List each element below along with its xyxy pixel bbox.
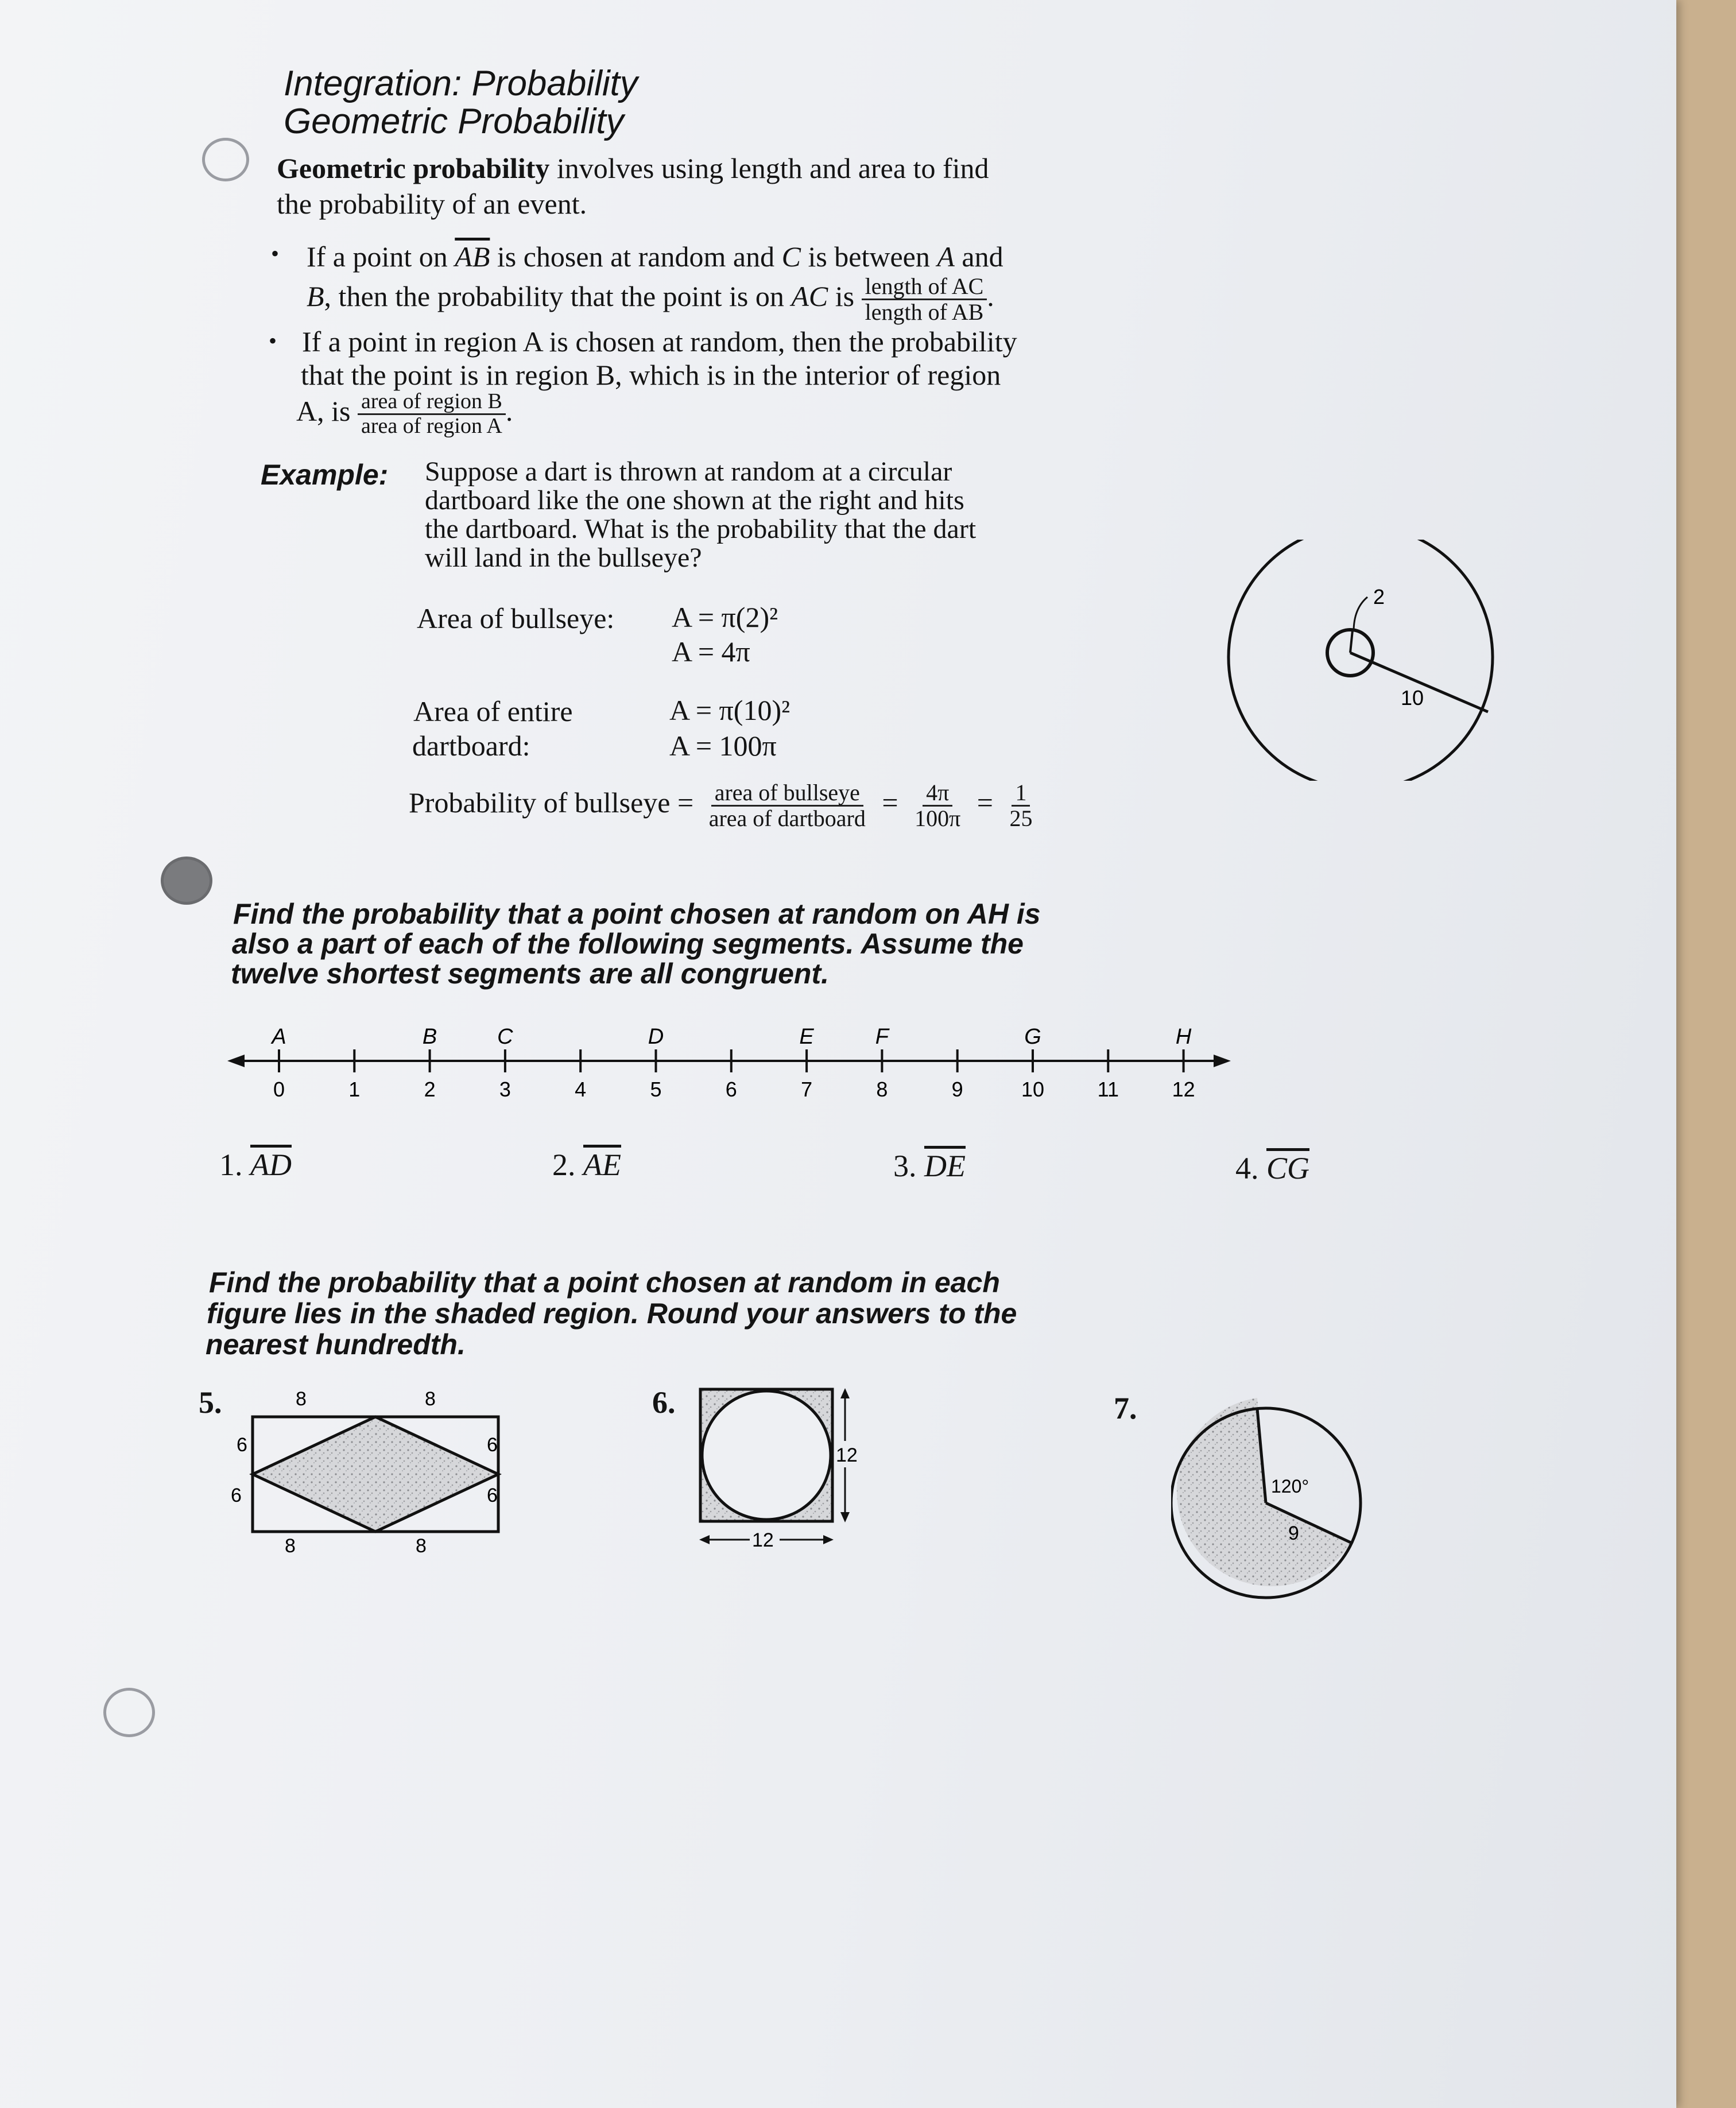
intro-term: Geometric probability — [277, 152, 550, 184]
bullet-2-line-1: If a point in region A is chosen at random, then the probability — [302, 326, 1017, 358]
bullseye-label: Area of bullseye: — [417, 602, 615, 634]
bullet-dot-1: • — [271, 241, 280, 266]
prob-frac-1-den: area of dartboard — [708, 805, 866, 831]
question-2 — [552, 1147, 621, 1183]
intro-line-2: the probability of an event. — [277, 188, 587, 220]
inner-radius-arrow — [1354, 597, 1367, 631]
b1-text-c: is between — [800, 241, 937, 273]
question-5-number: 5. — [199, 1385, 222, 1420]
bullet-2-line-3: A, is $\frac{\text{area of region B}}{\text{area of region A}}$ . — [296, 389, 513, 438]
number-line-tick-label: 12 — [1172, 1078, 1195, 1101]
number-line-point-label: B — [422, 1025, 437, 1049]
fig6-side-arrow-up — [840, 1388, 850, 1398]
section1-instruction-1: Find the probability that a point chosen at random on AH is — [233, 898, 1041, 930]
board-eq-2: A = 100π — [669, 730, 777, 762]
figure-5-rhombus-in-rectangle — [230, 1384, 528, 1556]
b2-fraction — [358, 390, 506, 438]
b1-b: B — [307, 280, 324, 312]
number-line-tick-label: 1 — [348, 1078, 361, 1101]
question-6-number: 6. — [652, 1385, 676, 1420]
fig5-bottom-left-label: 8 — [285, 1535, 296, 1556]
b1-frac-num: length of AC — [862, 274, 987, 300]
fig5-top-left-label: 8 — [296, 1388, 307, 1410]
fig5-top-right-label: 8 — [425, 1388, 436, 1410]
question-4 — [1235, 1150, 1309, 1186]
example-line-4: will land in the bullseye? — [425, 542, 702, 573]
prob-eq-1: = — [882, 786, 898, 819]
example-label: Example: — [261, 459, 389, 491]
fig5-bottom-right-label: 8 — [416, 1535, 427, 1556]
number-line-arrow-right — [1214, 1055, 1231, 1067]
punch-hole-top — [202, 138, 249, 181]
q1-num: 1. — [219, 1148, 243, 1182]
b2-a-is: A, is — [296, 394, 358, 427]
number-line-point-label: H — [1175, 1025, 1192, 1049]
punch-hole-middle — [161, 857, 212, 905]
b1-text-b: is chosen at random and — [490, 241, 782, 273]
intro-rest: involves using length and area to find — [549, 152, 989, 184]
b1-line2-rest: , then the probability that the point is on — [324, 280, 792, 312]
b1-seg-ab: $\overline{AB}$ — [455, 241, 490, 273]
prob-frac-2 — [911, 781, 964, 831]
board-label-2: dartboard: — [412, 730, 530, 762]
punch-hole-bottom — [103, 1688, 155, 1737]
bullet-2-line-2: that the point is in region B, which is in the interior of region — [301, 359, 1001, 391]
number-line-tick-label: 3 — [499, 1078, 511, 1101]
title-geometric-probability: Geometric Probability — [284, 102, 624, 141]
q4-seg: $\overline{CG}$ — [1266, 1151, 1310, 1185]
q2-seg: $\overline{AE}$ — [583, 1148, 621, 1182]
fig6-bottom-arrow-left — [699, 1535, 710, 1544]
prob-frac-3 — [1006, 781, 1036, 831]
bullet-dot-2: • — [269, 328, 277, 354]
intro-line-1 — [277, 152, 989, 185]
figure-6-circle-in-square — [689, 1378, 873, 1561]
prob-eq-2: = — [976, 786, 993, 819]
prob-label: Probability of bullseye = — [409, 786, 694, 819]
prob-frac-1-num: area of bullseye — [711, 781, 863, 807]
section1-instruction-3: twelve shortest segments are all congruent. — [231, 958, 829, 990]
section1-instruction-2: also a part of each of the following segments. Assume the — [232, 928, 1024, 960]
fig5-left-bottom-label: 6 — [231, 1485, 242, 1506]
number-line-point-label: D — [648, 1025, 664, 1049]
number-line-arrow-left — [227, 1055, 245, 1067]
fig6-bottom-label: 12 — [752, 1529, 774, 1551]
number-line-point-label: F — [875, 1025, 889, 1049]
number-line-point-label: E — [799, 1025, 814, 1049]
section2-instruction-1: Find the probability that a point chosen at random in each — [209, 1266, 1000, 1299]
prob-frac-1 — [706, 781, 869, 831]
b1-is: is — [828, 280, 862, 312]
number-line-tick-label: 5 — [650, 1078, 662, 1101]
b2-frac-den: area of region A — [361, 413, 502, 438]
board-eq-1: A = π(10)² — [669, 694, 790, 726]
number-line-point-label: C — [497, 1025, 513, 1049]
dartboard-outer-circle — [1229, 540, 1493, 781]
dart-outer-label: 10 — [1401, 686, 1424, 710]
number-line-tick-label: 8 — [876, 1078, 888, 1101]
figure-7-shaded-sector — [1171, 1389, 1366, 1602]
example-line-2: dartboard like the one shown at the right and hits — [425, 485, 964, 516]
number-line-point-label: A — [272, 1025, 286, 1049]
b1-ac: AC — [791, 280, 828, 312]
b1-a: A — [937, 241, 955, 273]
number-line-tick-label: 0 — [273, 1078, 285, 1101]
q1-seg: $\overline{AD}$ — [250, 1148, 292, 1182]
bullet-1-line-1 — [307, 240, 1003, 273]
fig6-inscribed-circle — [702, 1391, 831, 1520]
bullet-1-line-2: B, then the probability that the point is on AC is $\frac{\text{length of AC}}{\text{length of AB}}$ . — [307, 273, 994, 325]
number-line-tick-label: 10 — [1021, 1078, 1045, 1101]
b1-fraction — [862, 274, 987, 324]
example-line-1: Suppose a dart is thrown at random at a circular — [425, 456, 952, 487]
fig6-bottom-arrow-right — [823, 1535, 834, 1544]
question-3 — [893, 1148, 966, 1184]
probability-equation — [409, 781, 1036, 831]
fig5-right-top-label: 6 — [487, 1434, 498, 1456]
example-line-3: the dartboard. What is the probability that the dart — [425, 514, 976, 544]
number-line-tick-label: 9 — [951, 1078, 963, 1101]
q4-num: 4. — [1235, 1151, 1259, 1185]
question-1 — [219, 1147, 292, 1183]
board-label-1: Area of entire — [413, 695, 573, 727]
q3-seg: $\overline{DE}$ — [924, 1149, 966, 1183]
bullseye-eq-1: A = π(2)² — [672, 601, 778, 633]
dartboard-figure — [1217, 540, 1504, 781]
fig5-shaded-rhombus — [253, 1417, 498, 1532]
question-7-number: 7. — [1114, 1391, 1137, 1425]
b2-frac-num: area of region B — [358, 390, 506, 415]
fig6-side-arrow-down — [840, 1512, 850, 1522]
bullseye-eq-2: A = 4π — [672, 636, 750, 668]
section2-instruction-2: figure lies in the shaded region. Round your answers to the — [207, 1297, 1017, 1330]
number-line-tick-label: 2 — [424, 1078, 436, 1101]
fig7-radius-label: 9 — [1288, 1522, 1299, 1544]
fig5-left-top-label: 6 — [237, 1434, 247, 1456]
b1-c: C — [781, 241, 801, 273]
q3-num: 3. — [893, 1149, 917, 1183]
prob-frac-2-num: 4π — [923, 781, 952, 807]
q2-num: 2. — [552, 1148, 576, 1182]
number-line-tick-label: 6 — [725, 1078, 737, 1101]
b1-and: and — [954, 241, 1003, 273]
title-integration: Integration: Probability — [284, 64, 638, 103]
number-line-tick-label: 11 — [1097, 1078, 1119, 1101]
dart-inner-label: 2 — [1373, 585, 1385, 609]
number-line-point-label: G — [1024, 1025, 1041, 1049]
prob-frac-2-den: 100π — [914, 805, 961, 831]
fig7-angle-label: 120° — [1271, 1476, 1309, 1497]
section2-instruction-3: nearest hundredth. — [206, 1328, 466, 1361]
number-line — [224, 1016, 1246, 1108]
prob-frac-3-den: 25 — [1009, 805, 1033, 831]
fig6-side-label: 12 — [836, 1444, 858, 1466]
number-line-tick-label: 4 — [575, 1078, 587, 1101]
prob-frac-3-num: 1 — [1012, 781, 1030, 807]
b1-text-a: If a point on — [307, 241, 455, 273]
fig5-right-bottom-label: 6 — [487, 1485, 498, 1506]
inner-radius-line — [1350, 630, 1353, 653]
number-line-tick-label: 7 — [801, 1078, 813, 1101]
b1-frac-den: length of AB — [865, 299, 984, 325]
